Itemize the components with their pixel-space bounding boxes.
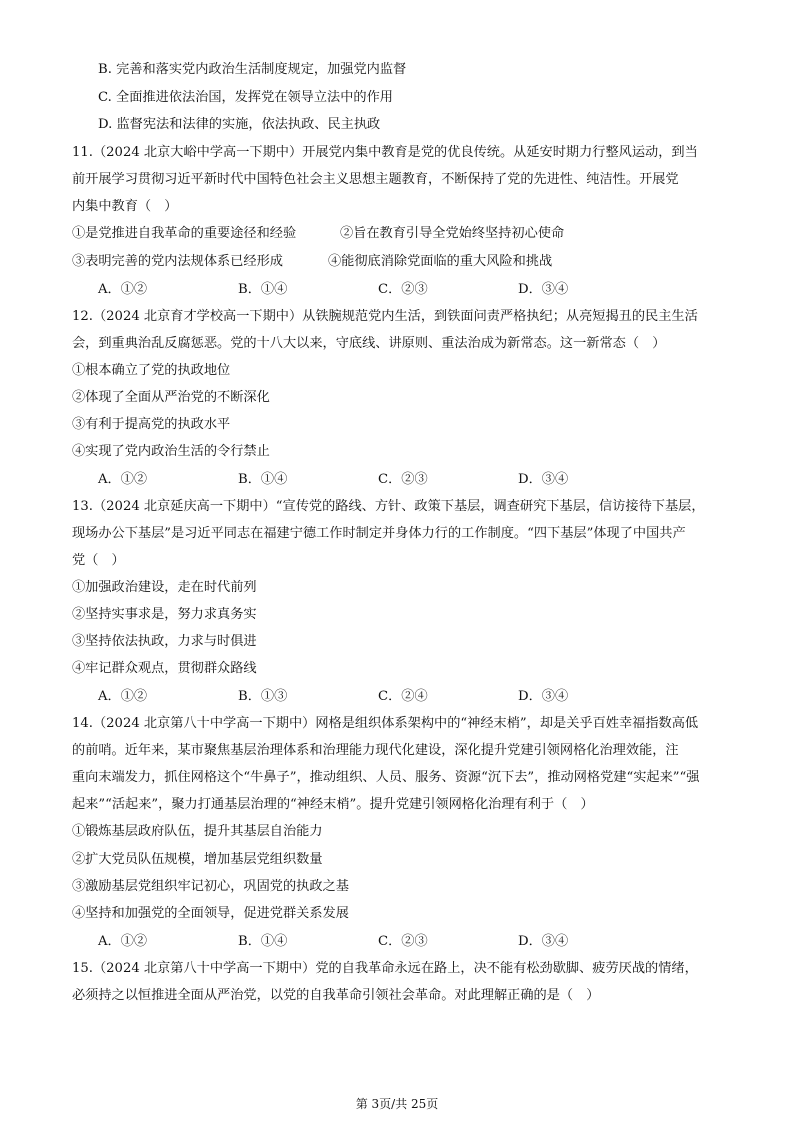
q14-option-c: C．②③ [378, 934, 428, 949]
q14-stem-line-4: 起来”“活起来”，聚力打通基层治理的“神经末梢”。提升党建引领网格化治理有利于（ ） [72, 797, 594, 812]
q11-statement-2: ②旨在教育引导全党始终坚持初心使命 [340, 226, 565, 241]
q11-statement-4: ④能彻底消除党面临的重大风险和挑战 [328, 254, 553, 269]
q14-stem-line-3: 重向末端发力，抓住网格这个“牛鼻子”，推动组织、人员、服务、资源“沉下去”，推动网格党建“实起来”“强 [72, 770, 700, 785]
q11-option-a: A．①② [98, 282, 148, 297]
q14-statement-2: ②扩大党员队伍规模，增加基层党组织数量 [72, 852, 323, 867]
q12-option-b: B．①④ [238, 472, 288, 487]
q12-stem-line-1: 12.（2024 北京育才学校高一下期中）从铁腕规范党内生活，到铁面问责严格执纪；从亮短揭丑的民主生活 [72, 309, 698, 324]
q14-statement-1: ①锻炼基层政府队伍，提升其基层自治能力 [72, 824, 323, 839]
q13-option-a: A．①② [98, 689, 148, 704]
q13-stem-line-2: 现场办公下基层”是习近平同志在福建宁德工作时制定并身体力行的工作制度。“四下基层”体现了中国共产 [72, 526, 686, 541]
q15-stem-line-1: 15.（2024 北京第八十中学高一下期中）党的自我革命永远在路上，决不能有松劲歇脚、疲劳厌战的情绪， [72, 961, 698, 976]
q11-option-d: D．③④ [518, 282, 569, 297]
q12-option-a: A．①② [98, 472, 148, 487]
q11-option-c: C．②③ [378, 282, 428, 297]
q12-option-c: C．②③ [378, 472, 428, 487]
q14-statement-4: ④坚持和加强党的全面领导，促进党群关系发展 [72, 906, 349, 921]
q14-option-a: A．①② [98, 934, 148, 949]
q11-stem-line-3: 内集中教育（ ） [72, 199, 178, 214]
option-c-line: C. 全面推进依法治国，发挥党在领导立法中的作用 [98, 90, 393, 105]
page-number-footer: 第 3页/共 25页 [355, 1097, 439, 1111]
q11-statement-3: ③表明完善的党内法规体系已经形成 [72, 254, 283, 269]
q12-statement-4: ④实现了党内政治生活的令行禁止 [72, 444, 270, 459]
q13-statement-2: ②坚持实事求是，努力求真务实 [72, 607, 257, 622]
option-d-line: D. 监督宪法和法律的实施，依法执政、民主执政 [98, 117, 381, 132]
q13-option-d: D．③④ [518, 689, 569, 704]
option-b-line: B. 完善和落实党内政治生活制度规定，加强党内监督 [98, 62, 407, 77]
q11-option-b: B．①④ [238, 282, 288, 297]
q11-stem-line-2: 前开展学习贯彻习近平新时代中国特色社会主义思想主题教育，不断保持了党的先进性、纯洁性。开展党 [72, 172, 679, 187]
q13-option-b: B．①③ [238, 689, 288, 704]
q14-stem-line-1: 14.（2024 北京第八十中学高一下期中）网格是组织体系架构中的“神经末梢”，却是关乎百姓幸福指数高低 [72, 716, 699, 731]
q13-statement-4: ④牢记群众观点，贯彻群众路线 [72, 661, 257, 676]
q15-stem-line-2: 必须持之以恒推进全面从严治党，以党的自我革命引领社会革命。对此理解正确的是（ ） [72, 988, 600, 1003]
q13-statement-3: ③坚持依法执政，力求与时俱进 [72, 634, 257, 649]
q13-stem-line-1: 13.（2024 北京延庆高一下期中）“宣传党的路线、方针、政策下基层，调查研究下基层，信访接待下基层， [72, 499, 705, 514]
q12-statement-3: ③有利于提高党的执政水平 [72, 417, 231, 432]
q14-stem-line-2: 的前哨。近年来，某市聚焦基层治理体系和治理能力现代化建设，深化提升党建引领网格化治理效能，注 [72, 743, 679, 758]
q11-stem-line-1: 11.（2024 北京大峪中学高一下期中）开展党内集中教育是党的优良传统。从延安时期力行整风运动，到当 [72, 145, 698, 160]
q11-statement-1: ①是党推进自我革命的重要途径和经验 [72, 226, 297, 241]
q12-statement-1: ①根本确立了党的执政地位 [72, 363, 231, 378]
q12-statement-2: ②体现了全面从严治党的不断深化 [72, 390, 270, 405]
q14-option-d: D．③④ [518, 934, 569, 949]
q13-stem-line-3: 党（ ） [72, 553, 125, 568]
q14-statement-3: ③激励基层党组织牢记初心，巩固党的执政之基 [72, 879, 349, 894]
q12-option-d: D．③④ [518, 472, 569, 487]
q13-statement-1: ①加强政治建设，走在时代前列 [72, 580, 257, 595]
q14-option-b: B．①④ [238, 934, 288, 949]
q12-stem-line-2: 会，到重典治乱反腐惩恶。党的十八大以来，守底线、讲原则、重法治成为新常态。这一新常态（ ） [72, 336, 666, 351]
q13-option-c: C．②④ [378, 689, 428, 704]
